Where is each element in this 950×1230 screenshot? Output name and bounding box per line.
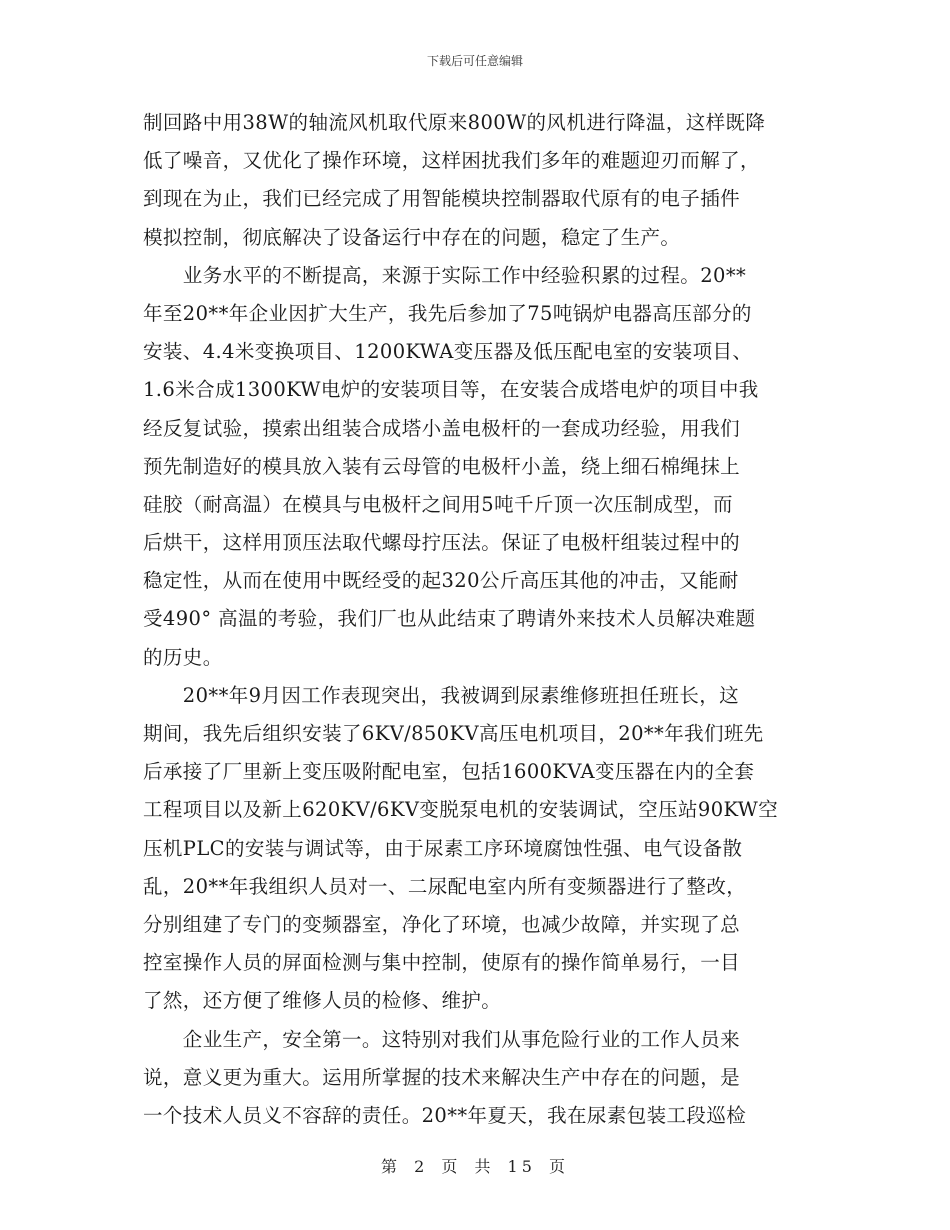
text-line: 了然，还方便了维修人员的检修、维护。 xyxy=(143,989,502,1013)
text-line: 1.6米合成1300KW电炉的安装项目等，在安装合成塔电炉的项目中我 xyxy=(143,378,759,402)
text-line: 安装、4.4米变换项目、1200KWA变压器及低压配电室的安装项目、 xyxy=(143,340,753,364)
page-footer: 第 2 页 共 15 页 xyxy=(381,1157,569,1176)
text-line: 后承接了厂里新上变压吸附配电室，包括1600KVA变压器在内的全套 xyxy=(143,760,755,784)
text-line: 压机PLC的安装与调试等，由于尿素工序环境腐蚀性强、电气设备散 xyxy=(143,836,743,860)
text-line: 后烘干，这样用顶压法取代螺母拧压法。保证了电极杆组装过程中的 xyxy=(143,531,741,555)
text-line: 乱，20**年我组织人员对一、二尿配电室内所有变频器进行了整改， xyxy=(143,874,747,898)
text-line: 稳定性，从而在使用中既经受的起320公斤高压其他的冲击，又能耐 xyxy=(143,569,739,593)
text-line: 低了噪音，又优化了操作环境，这样困扰我们多年的难题迎刃而解了， xyxy=(143,149,760,173)
text-line: 到现在为止，我们已经完成了用智能模块控制器取代原有的电子插件 xyxy=(143,187,741,211)
text-line: 期间，我先后组织安装了6KV/850KV高压电机项目，20**年我们班先 xyxy=(143,722,764,745)
text-line: 预先制造好的模具放入装有云母管的电极杆小盖，绕上细石棉绳抹上 xyxy=(143,454,741,478)
text-line: 20**年9月因工作表现突出，我被调到尿素维修班担任班长，这 xyxy=(143,683,740,707)
text-line: 控室操作人员的屏面检测与集中控制，使原有的操作简单易行，一目 xyxy=(143,951,741,975)
text-line: 工程项目以及新上620KV/6KV变脱泵电机的安装调试，空压站90KW空 xyxy=(143,798,779,822)
text-line: 经反复试验，摸索出组装合成塔小盖电极杆的一套成功经验，用我们 xyxy=(143,416,741,440)
text-line: 年至20**年企业因扩大生产，我先后参加了75吨锅炉电器高压部分的 xyxy=(143,301,752,325)
text-line: 硅胶（耐高温）在模具与电极杆之间用5吨千斤顶一次压制成型，而 xyxy=(143,492,733,516)
text-line: 受490° 高温的考验，我们厂也从此结束了聘请外来技术人员解决难题 xyxy=(143,607,756,631)
text-line: 分别组建了专门的变频器室，净化了环境，也减少故障，并实现了总 xyxy=(143,912,741,936)
text-line: 企业生产，安全第一。这特别对我们从事危险行业的工作人员来 xyxy=(143,1027,741,1051)
text-line: 的历史。 xyxy=(143,645,223,669)
text-line: 一个技术人员义不容辞的责任。20**年夏天，我在尿素包装工段巡检 xyxy=(143,1103,747,1127)
text-line: 说，意义更为重大。运用所掌握的技术来解决生产中存在的问题，是 xyxy=(143,1065,741,1089)
text-line: 业务水平的不断提高，来源于实际工作中经验积累的过程。20** xyxy=(143,263,747,287)
document-body xyxy=(143,104,808,1135)
text-line: 模拟控制，彻底解决了设备运行中存在的问题，稳定了生产。 xyxy=(143,225,681,249)
text-line: 制回路中用38W的轴流风机取代原来800W的风机进行降温，这样既降 xyxy=(143,111,766,134)
page-header: 下载后可任意编辑 xyxy=(426,54,523,68)
